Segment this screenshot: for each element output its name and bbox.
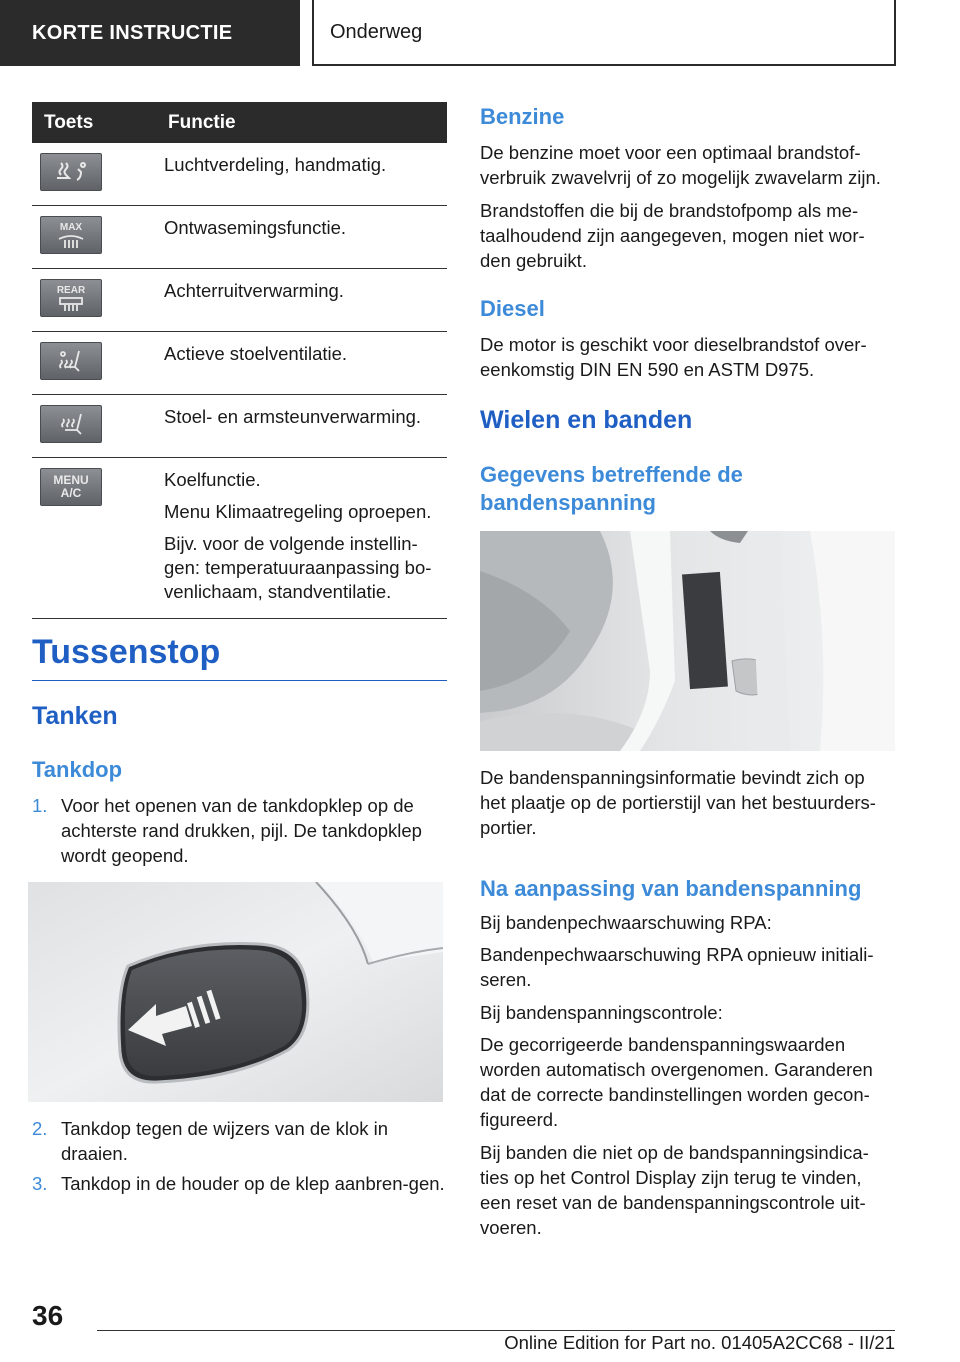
- function-text: Bijv. voor de volgende instellin-gen: temperatuuraanpassing bo-venlichaam, standventilatie.: [164, 533, 432, 602]
- table-row: [32, 395, 447, 458]
- heading-bandenspanning: Gegevens betreffende de bandenspanning: [480, 462, 743, 515]
- heading-wielen-banden: Wielen en banden: [480, 406, 693, 434]
- key-table-section: [32, 102, 447, 619]
- table-row: [32, 458, 447, 619]
- aanpassing-paragraph-4: De gecorrigeerde bandenspanningswaarden worden automatisch overgenomen. Garanderen dat de correcte bandinstellingen worden gecon-figureerd.: [480, 1034, 873, 1130]
- key-function-table: [32, 102, 447, 619]
- air-distribution-icon: [40, 153, 102, 191]
- step-number: 1.: [32, 795, 48, 816]
- section-tab: KORTE INSTRUCTIE: [0, 0, 300, 66]
- menu-ac-icon: MENU A/C: [40, 468, 102, 506]
- table-row: [32, 143, 447, 206]
- edition-text: Online Edition for Part no. 01405A2CC68 - II/21: [504, 1332, 895, 1353]
- diesel-paragraph: De motor is geschikt voor dieselbrandstof over-eenkomstig DIN EN 590 en ASTM D975.: [480, 334, 867, 380]
- aanpassing-paragraph-2: Bandenpechwaarschuwing RPA opnieuw initiali-seren.: [480, 944, 874, 990]
- door-pillar-image: [480, 531, 895, 751]
- table-row: [32, 332, 447, 395]
- section-title-tussenstop: Tussenstop: [32, 633, 447, 681]
- function-text: Ontwasemingsfunctie.: [164, 217, 347, 238]
- benzine-paragraph-1: De benzine moet voor een optimaal brandstof-verbruik zwavelvrij of zo mogelijk zwavelarm zijn.: [480, 142, 881, 188]
- aanpassing-paragraph-1: Bij bandenpechwaarschuwing RPA:: [480, 912, 772, 933]
- table-row: [32, 206, 447, 269]
- page-number: 36: [32, 1300, 64, 1331]
- aanpassing-paragraph-5: Bij banden die niet op de bandspanningsindica-ties op het Control Display zijn terug te vinden, een reset van de bandenspanningscontrole uit-voeren.: [480, 1142, 869, 1238]
- col-header-function: Functie: [156, 102, 447, 143]
- heading-diesel: Diesel: [480, 296, 545, 321]
- table-row: [32, 269, 447, 332]
- step-number: 3.: [32, 1173, 48, 1194]
- tire-info-caption: De bandenspanningsinformatie bevindt zich op het plaatje op de portierstijl van het bestuurders-portier.: [480, 767, 876, 838]
- step-text: Tankdop tegen de wijzers van de klok in draaien.: [61, 1118, 389, 1164]
- function-text: Achterruitverwarming.: [164, 280, 344, 301]
- function-text: Luchtverdeling, handmatig.: [164, 154, 387, 175]
- function-text: Koelfunctie.: [164, 469, 261, 490]
- seat-ventilation-icon: [40, 342, 102, 380]
- function-text: Actieve stoelventilatie.: [164, 343, 348, 364]
- list-item: [32, 1116, 447, 1166]
- list-item: [32, 793, 447, 868]
- heading-na-aanpassing: Na aanpassing van bandenspanning: [480, 876, 862, 901]
- benzine-paragraph-2: Brandstoffen die bij de brandstofpomp als me-taalhoudend zijn aangegeven, mogen niet wor-den gebruikt.: [480, 200, 865, 271]
- aanpassing-paragraph-3: Bij bandenspanningscontrole:: [480, 1002, 723, 1023]
- heading-tankdop: Tankdop: [32, 757, 123, 782]
- seat-heating-icon: [40, 405, 102, 443]
- step-number: 2.: [32, 1118, 48, 1139]
- page-header: [0, 0, 960, 66]
- heading-tanken: Tanken: [32, 702, 118, 730]
- footer-divider: [97, 1330, 895, 1331]
- list-item: [32, 1171, 447, 1196]
- key-label: REAR: [56, 284, 86, 296]
- function-text: Menu Klimaatregeling oproepen.: [164, 501, 432, 522]
- function-text: Stoel- en armsteunverwarming.: [164, 406, 422, 427]
- col-header-key: Toets: [32, 102, 156, 143]
- defrost-max-icon: [40, 216, 102, 254]
- step-text: Tankdop in de houder op de klep aanbren-gen.: [61, 1173, 445, 1194]
- rear-window-heating-icon: [40, 279, 102, 317]
- chapter-tab: Onderweg: [312, 0, 896, 66]
- key-label: MAX: [59, 221, 83, 233]
- step-text: Voor het openen van de tankdopklep op de achterste rand drukken, pijl. De tankdopklep wordt geopend.: [61, 795, 422, 866]
- fuel-flap-image: [28, 882, 443, 1102]
- heading-benzine: Benzine: [480, 104, 565, 129]
